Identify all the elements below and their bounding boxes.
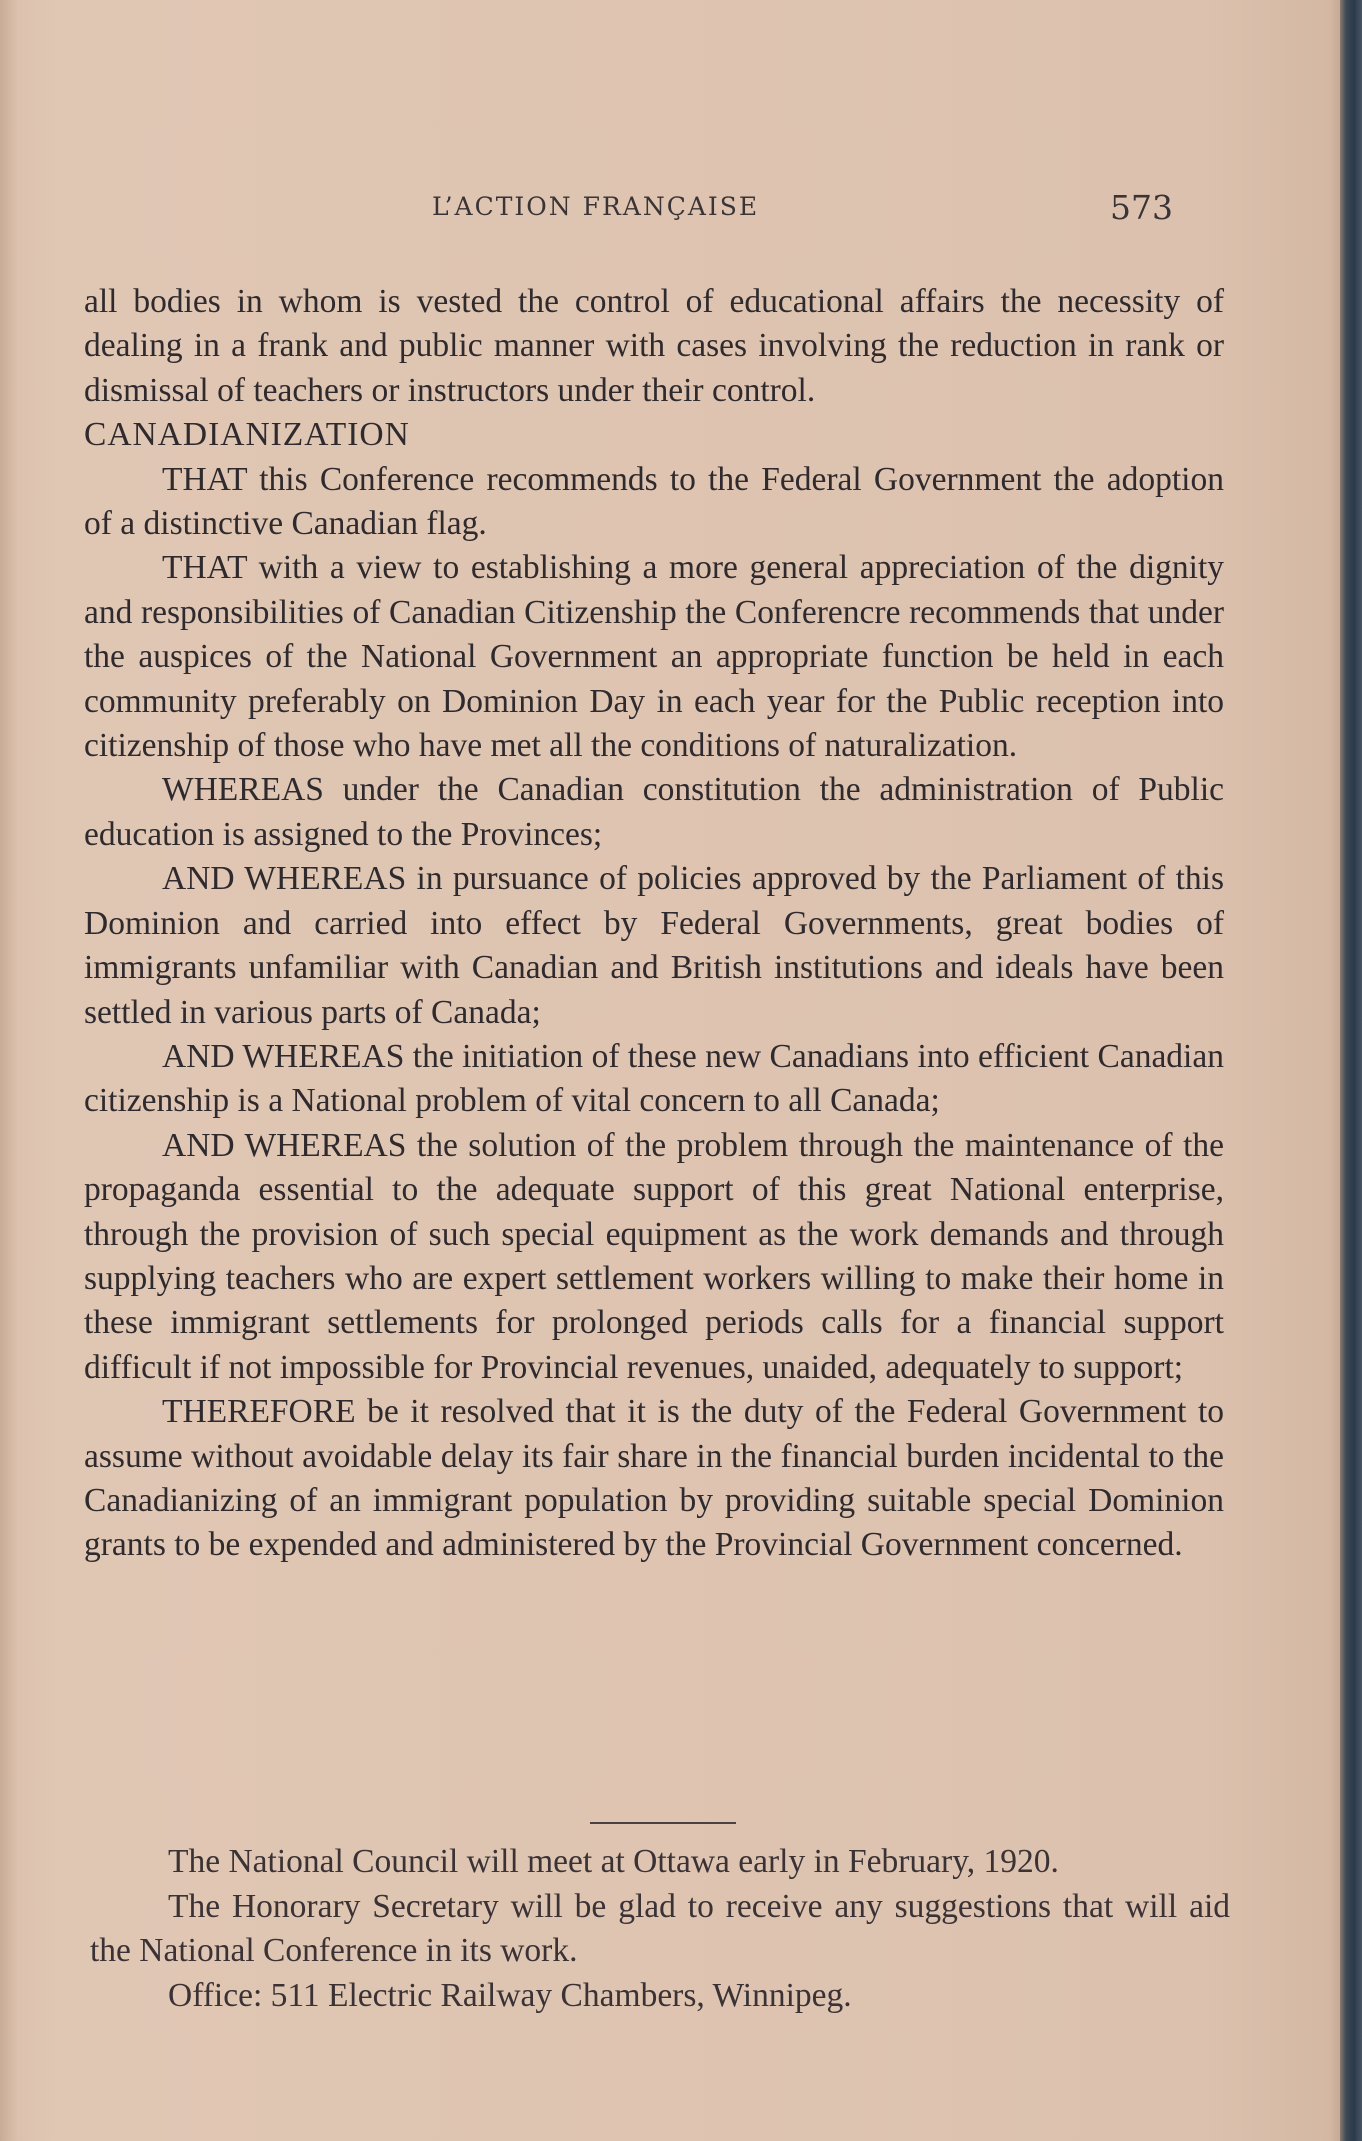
resolution-paragraph: THEREFORE be it resolved that it is the duty of the Federal Government to assume without avoidable delay its fair share in the financial burden incidental to the Canadianizing of an immigrant population by providing suitable special Dominion grants to be expended and administered by the Provincial Government concerned.	[84, 1393, 1224, 1564]
page-header	[0, 188, 1340, 228]
suggestions-note: The Honorary Secretary will be glad to receive any suggestions that will aid the National Conference in its work.	[90, 1887, 1230, 1969]
continuation-paragraph: all bodies in whom is vested the control of educational affairs the necessity of dealing in a frank and public manner with cases involving the reduction in rank or dismissal of teachers or instructors under their control.	[84, 283, 1224, 409]
resolution-paragraph: WHEREAS under the Canadian constitution the administration of Public education is assigned to the Provinces;	[84, 771, 1224, 853]
meeting-note: The National Council will meet at Ottawa early in February, 1920.	[168, 1843, 1059, 1880]
page-body	[84, 280, 1224, 1568]
resolution-paragraph: THAT with a view to establishing a more general appreciation of the dignity and responsibilities of Canadian Citizenship the Conferencre recommends that under the auspices of the National Government an appropriate function be held in each community preferably on Dominion Day in each year for the Public reception into citizenship of those who have met all the conditions of naturalization.	[84, 549, 1224, 765]
resolution-paragraph: AND WHEREAS the initiation of these new Canadians into efficient Canadian citizenship is a National problem of vital concern to all Canada;	[84, 1037, 1224, 1120]
resolution-paragraph: AND WHEREAS in pursuance of policies approved by the Parliament of this Dominion and carried into effect by Federal Governments, great bodies of immigrants unfamiliar with Canadian and British institutions and ideals have been settled in various parts of Canada;	[84, 860, 1224, 1031]
office-address: Office: 511 Electric Railway Chambers, Winnipeg.	[168, 1976, 852, 2014]
closing-notes	[90, 1840, 1230, 2018]
section-divider	[590, 1822, 736, 1824]
page-number: 573	[1110, 188, 1173, 227]
resolution-paragraph: AND WHEREAS the solution of the problem through the maintenance of the propaganda essential to the adequate support of this great National enterprise, through the provision of such special equipment as the work demands and through supplying teachers who are expert settlement workers willing to make their home in these immigrant settlements for prolonged periods calls for a financial support difficult if not impossible for Provincial revenues, unaided, adequately to support;	[84, 1126, 1224, 1386]
section-heading: CANADIANIZATION	[84, 416, 410, 454]
book-binding-edge	[1340, 0, 1362, 2141]
resolution-paragraph: THAT this Conference recommends to the Federal Government the adoption of a distinctive Canadian flag.	[84, 460, 1224, 543]
running-head: L’ACTION FRANÇAISE	[432, 192, 760, 221]
